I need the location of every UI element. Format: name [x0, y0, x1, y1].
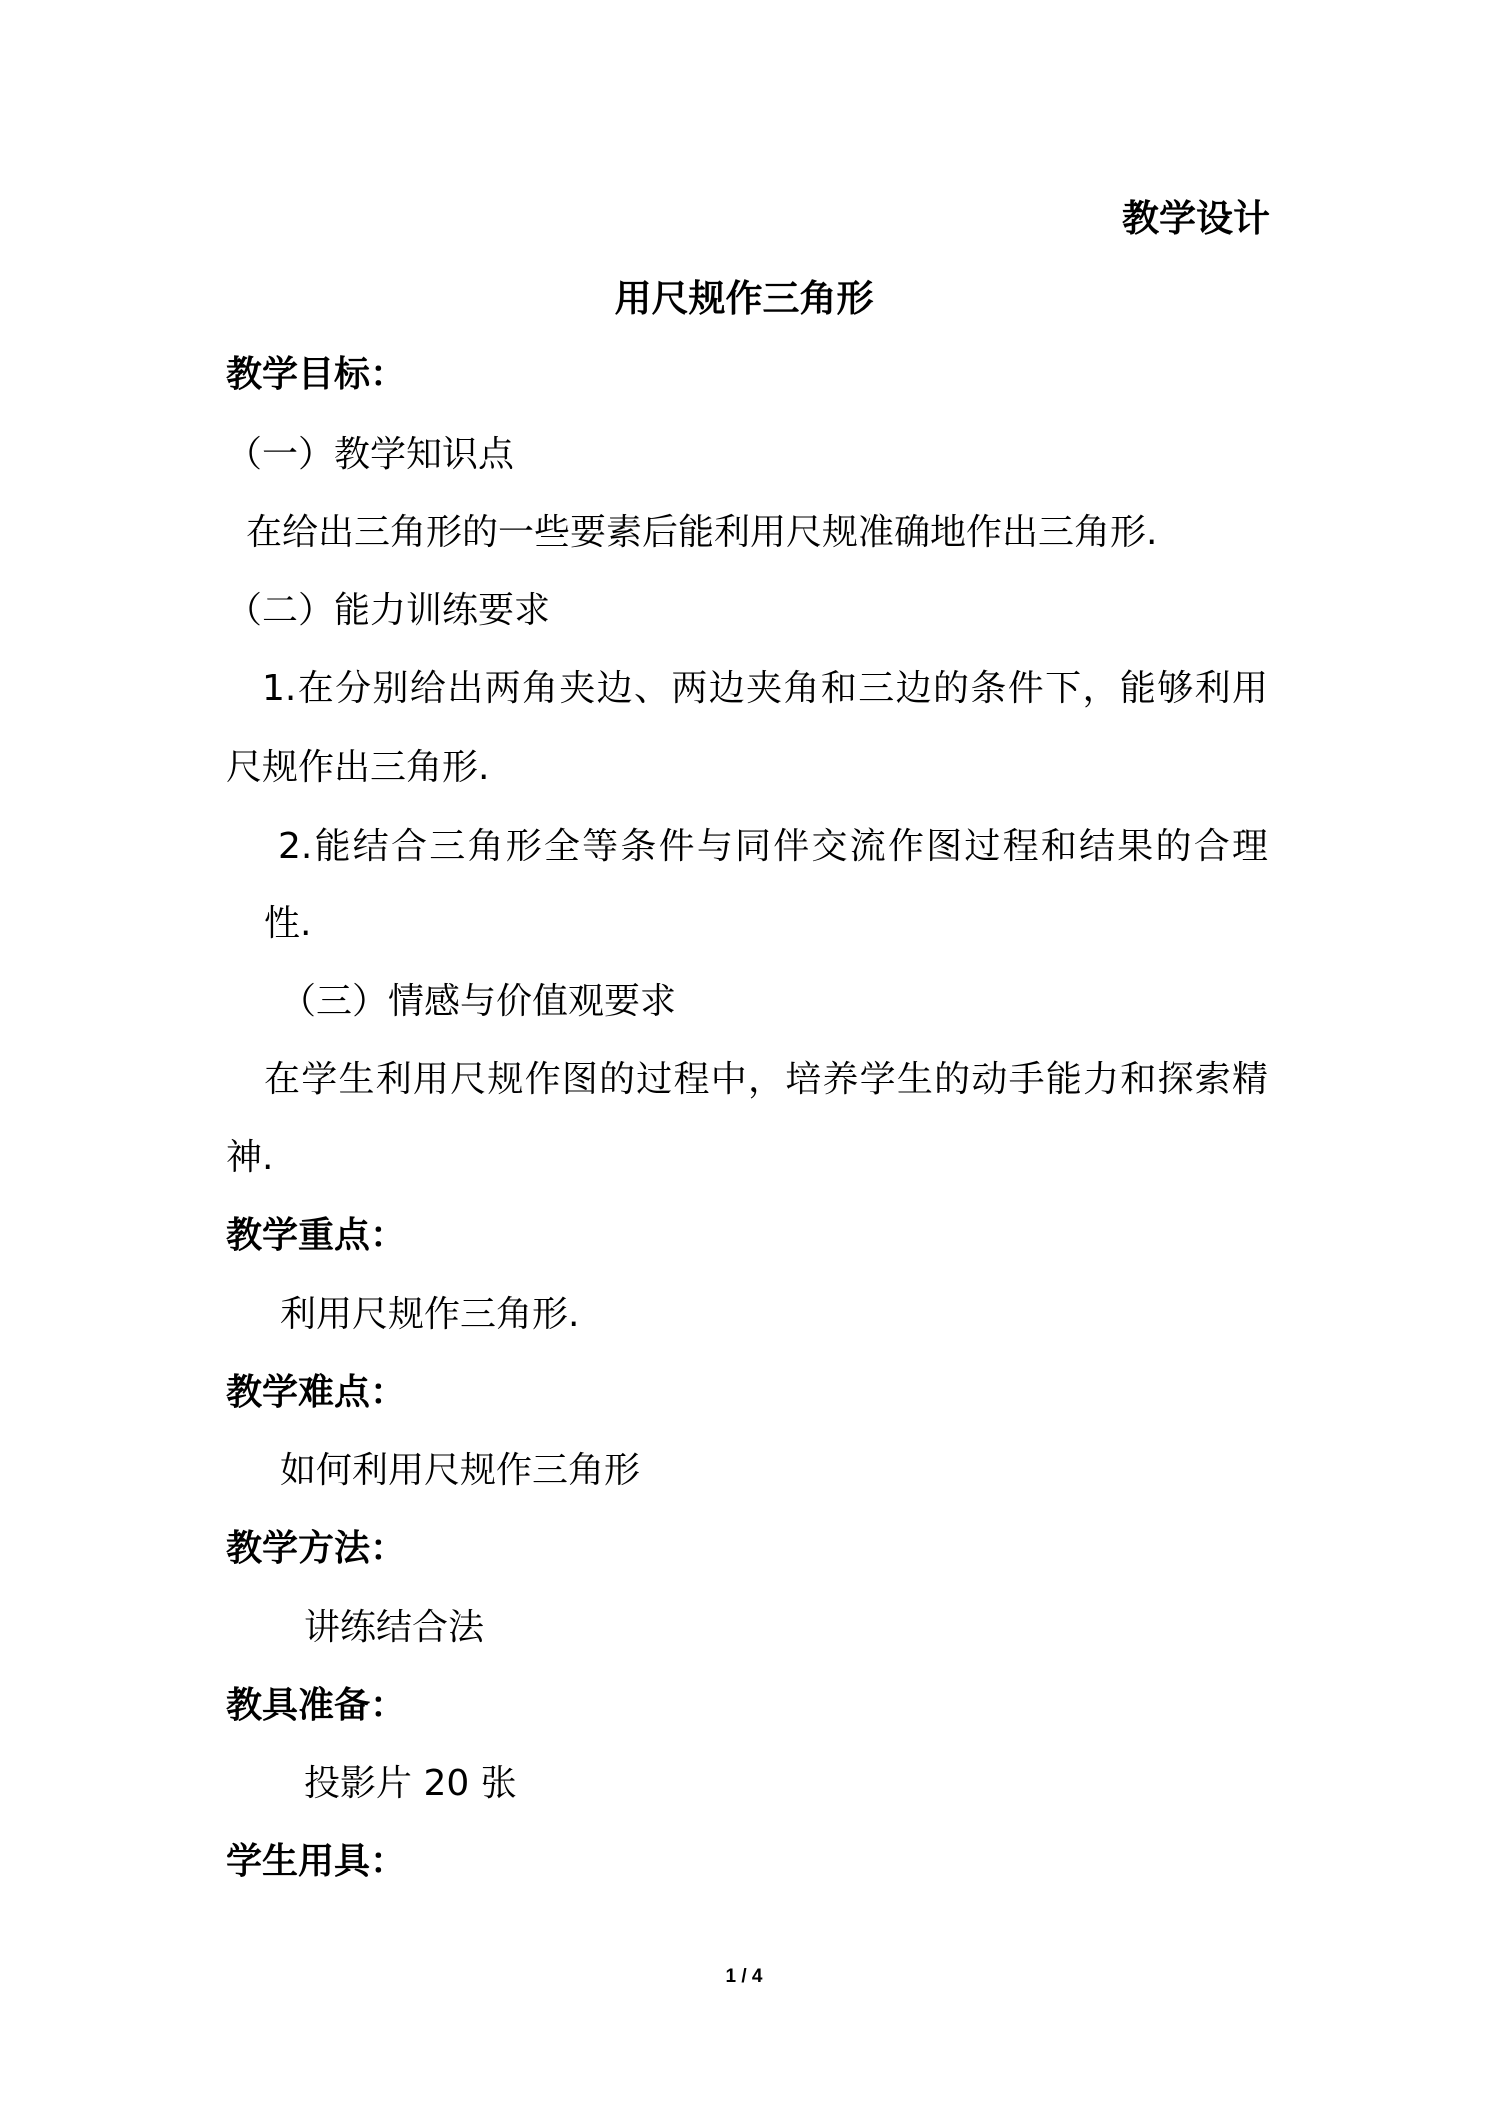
student-tools-heading: 学生用具：: [226, 1841, 407, 1882]
difficulty-heading: 教学难点：: [226, 1372, 407, 1413]
knowledge-subheading: （一）教学知识点: [226, 434, 515, 475]
emotion-text-line-2: 神.: [226, 1137, 274, 1178]
emotion-text-line-1: 在学生利用尺规作图的过程中，培养学生的动手能力和探索精: [264, 1059, 1268, 1100]
ability-item-1-line-2: 尺规作出三角形.: [226, 747, 490, 788]
ability-item-1-line-1: 1.在分别给出两角夹边、两边夹角和三边的条件下，能够利用: [262, 668, 1268, 709]
key-point-heading: 教学重点：: [226, 1215, 407, 1256]
key-point-text: 利用尺规作三角形.: [280, 1294, 580, 1335]
page-number: 1 / 4: [725, 1966, 763, 1987]
difficulty-text: 如何利用尺规作三角形: [280, 1450, 641, 1491]
ability-subheading: （二）能力训练要求: [226, 590, 551, 631]
knowledge-text: 在给出三角形的一些要素后能利用尺规准确地作出三角形.: [246, 512, 1158, 553]
objectives-heading: 教学目标：: [226, 354, 407, 395]
document-title: 用尺规作三角形: [614, 277, 874, 320]
method-text: 讲练结合法: [304, 1607, 485, 1648]
teaching-aids-heading: 教具准备：: [226, 1685, 407, 1726]
teaching-aids-text: 投影片 20 张: [304, 1763, 517, 1804]
ability-item-2-line-2: 性.: [264, 903, 312, 944]
emotion-subheading: （三）情感与价值观要求: [280, 981, 677, 1022]
document-type-label: 教学设计: [1122, 197, 1270, 240]
method-heading: 教学方法：: [226, 1528, 407, 1569]
ability-item-2-line-1: 2.能结合三角形全等条件与同伴交流作图过程和结果的合理: [278, 826, 1268, 867]
